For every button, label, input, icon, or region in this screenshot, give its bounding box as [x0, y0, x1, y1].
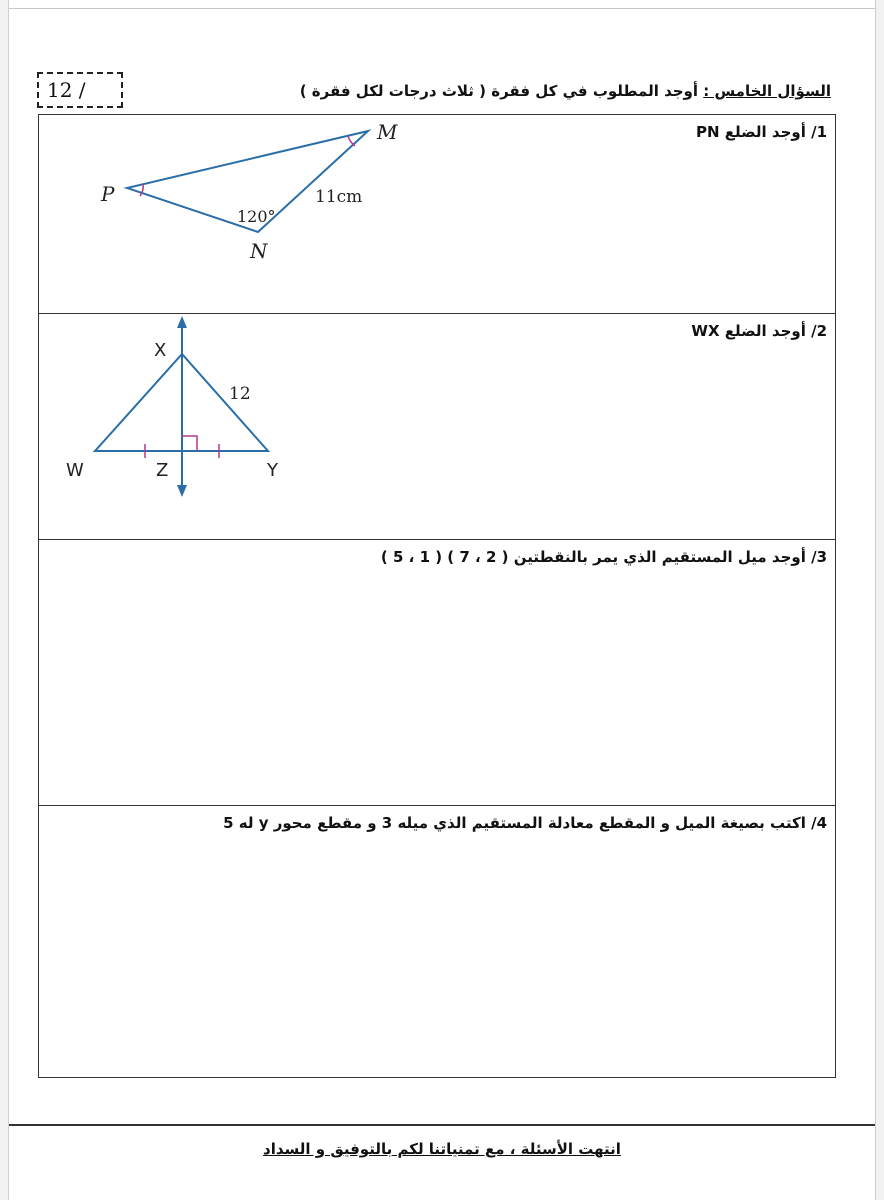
label-p: P: [101, 182, 115, 206]
side-mn-length: 11cm: [315, 187, 363, 207]
footer: [9, 1140, 875, 1158]
arrow-up-icon: [177, 316, 187, 328]
triangle-pmn-figure: [59, 115, 399, 285]
score-box: [37, 72, 123, 108]
footer-divider: [9, 1124, 875, 1126]
worksheet-page: [8, 0, 876, 1200]
score-text: 12 /: [47, 78, 86, 102]
question-4-text: 4/ اكتب بصيغة الميل و المقطع معادلة المستقيم الذي ميله 3 و مقطع محور y له 5: [223, 814, 827, 832]
question-number-title: السؤال الخامس :: [703, 82, 831, 100]
question-header: [300, 82, 831, 100]
question-3-text: 3/ أوجد ميل المستقيم الذي يمر بالنقطتين ( 2 ، 7 ) ( 1 ، 5 ): [380, 548, 827, 566]
angle-n-value: 120°: [237, 207, 276, 226]
label-x: X: [154, 340, 167, 361]
question-cell-4: [38, 805, 836, 1078]
question-cell-3: [38, 539, 836, 806]
label-y: Y: [267, 460, 278, 481]
arrow-down-icon: [177, 485, 187, 497]
label-n: N: [250, 239, 268, 263]
question-2-text: 2/ أوجد الضلع WX: [691, 322, 827, 340]
label-w: W: [66, 460, 84, 481]
triangle-wxy-figure: [39, 314, 339, 514]
label-z: Z: [156, 460, 169, 481]
question-cell-2: [38, 313, 836, 540]
footer-text: انتهت الأسئلة ، مع تمنياتنا لكم بالتوفيق و السداد: [263, 1140, 621, 1158]
top-border: [9, 8, 875, 9]
question-1-text: 1/ أوجد الضلع PN: [695, 123, 827, 141]
label-m: M: [377, 120, 398, 144]
question-cell-1: [38, 114, 836, 314]
right-angle-mark: [182, 436, 197, 451]
question-instructions: أوجد المطلوب في كل فقرة ( ثلاث درجات لكل فقرة ): [299, 82, 704, 100]
angle-m-mark: [348, 136, 355, 146]
side-xy-length: 12: [229, 384, 251, 404]
